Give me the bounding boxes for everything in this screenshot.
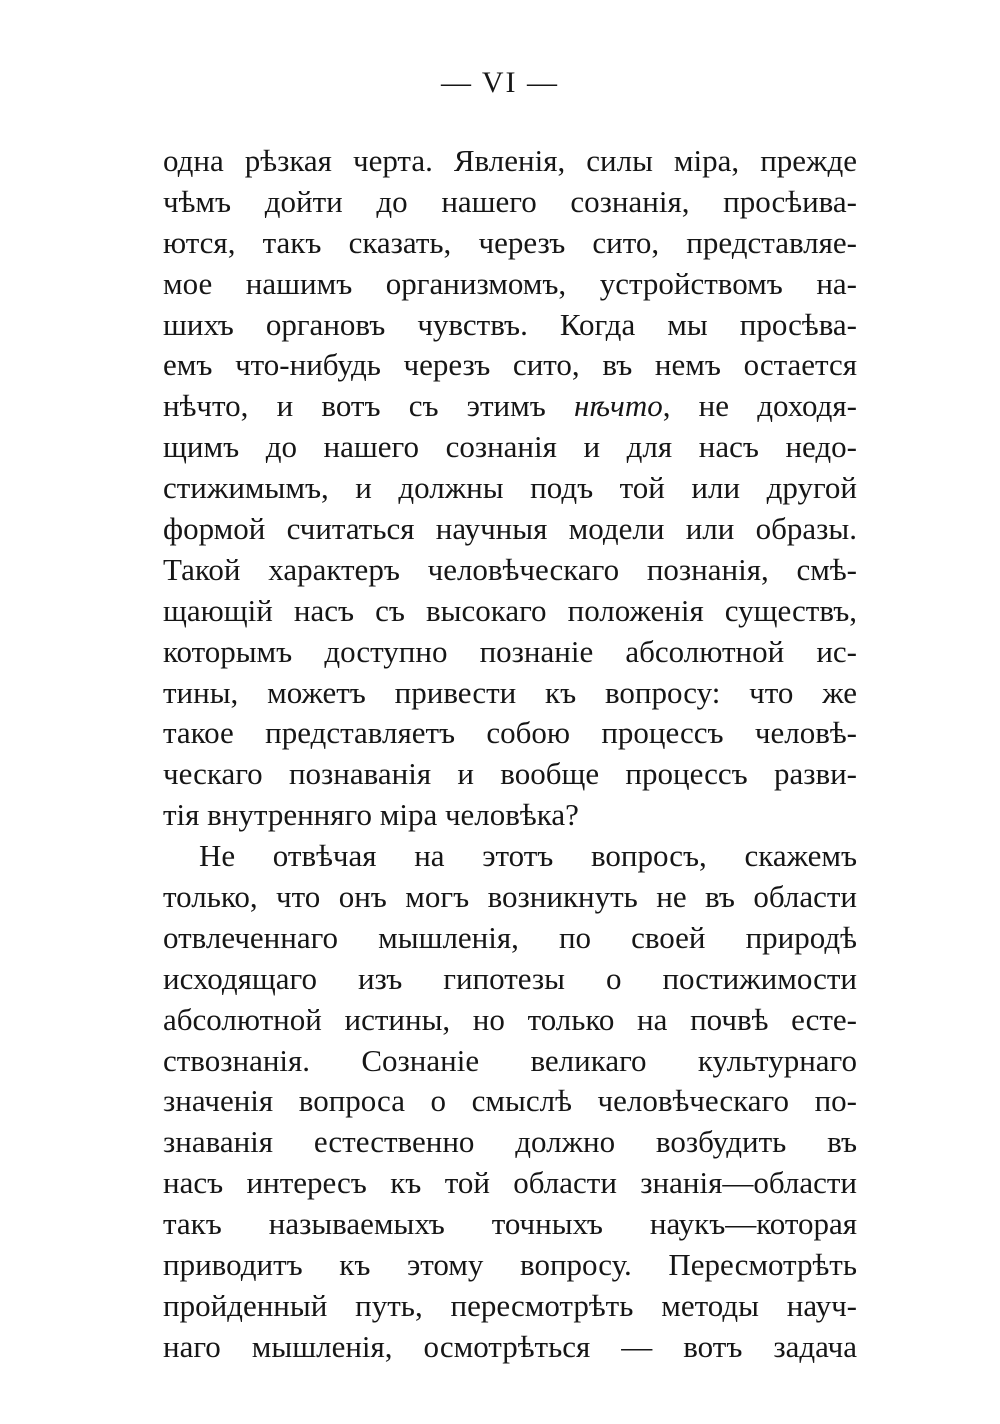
paragraph-first-line: Не отвѣчая на этотъ вопросъ, скажемъ — [199, 838, 857, 874]
text-line: ческаго познаванія и вообще процессъ разви- — [163, 756, 857, 792]
text-line: шихъ органовъ чувствъ. Когда мы просѣва- — [163, 306, 857, 342]
emphasis-before: нѣчто, и вотъ съ этимъ — [163, 388, 574, 424]
text-line: значенія вопроса о смыслѣ человѣческаго по- — [163, 1083, 857, 1119]
page-number: — VI — — [440, 66, 560, 99]
text-line: исходящаго изъ гипотезы о постижимости — [163, 960, 857, 996]
text-line: ются, такъ сказать, черезъ сито, представляе- — [163, 224, 857, 260]
text-line: стижимымъ, и должны подъ той или другой — [163, 470, 857, 506]
text-line: наго мышленія, осмотрѣться — вотъ задача — [163, 1328, 857, 1364]
text-line: только, что онъ могъ возникнуть не въ области — [163, 879, 857, 915]
text-line: тины, можетъ привести къ вопросу: что же — [163, 674, 857, 710]
emphasis-after: , не доходя- — [662, 388, 857, 424]
text-line: такъ называемыхъ точныхъ наукъ—которая — [163, 1206, 857, 1242]
text-line: насъ интересъ къ той области знанія—области — [163, 1165, 857, 1201]
text-line: одна рѣзкая черта. Явленія, силы міра, прежде — [163, 143, 857, 178]
text-line: абсолютной истины, но только на почвѣ есте- — [163, 1001, 857, 1037]
text-line: щимъ до нашего сознанія и для насъ недо- — [163, 429, 857, 465]
text-line: мое нашимъ организмомъ, устройствомъ на- — [163, 265, 857, 301]
body-text — [163, 141, 857, 1368]
text-line: ствознанія. Сознаніе великаго культурнаго — [163, 1042, 857, 1078]
text-line: чѣмъ дойти до нашего сознанія, просѣива- — [163, 183, 857, 219]
text-line: емъ что-нибудь черезъ сито, въ немъ остается — [163, 347, 857, 383]
text-line: отвлеченнаго мышленія, по своей природѣ — [163, 919, 857, 955]
text-line: знаванія естественно должно возбудить въ — [163, 1124, 857, 1160]
text-line: щающій насъ съ высокаго положенія существъ, — [163, 592, 857, 628]
paragraph-last-line: тія внутренняго міра человѣка? — [163, 797, 579, 833]
text-line: такое представляетъ собою процессъ человѣ- — [163, 715, 857, 751]
text-line: которымъ доступно познаніе абсолютной ис- — [163, 633, 857, 669]
text-line-with-emphasis — [163, 386, 857, 427]
text-line: пройденный путь, пересмотрѣть методы науч- — [163, 1287, 857, 1323]
text-line: формой считаться научныя модели или образы. — [163, 511, 857, 547]
text-line: Такой характеръ человѣческаго познанія, смѣ- — [163, 551, 857, 587]
text-line: приводитъ къ этому вопросу. Пересмотрѣть — [163, 1247, 857, 1283]
emphasis-italic: нѣчто — [573, 388, 663, 424]
